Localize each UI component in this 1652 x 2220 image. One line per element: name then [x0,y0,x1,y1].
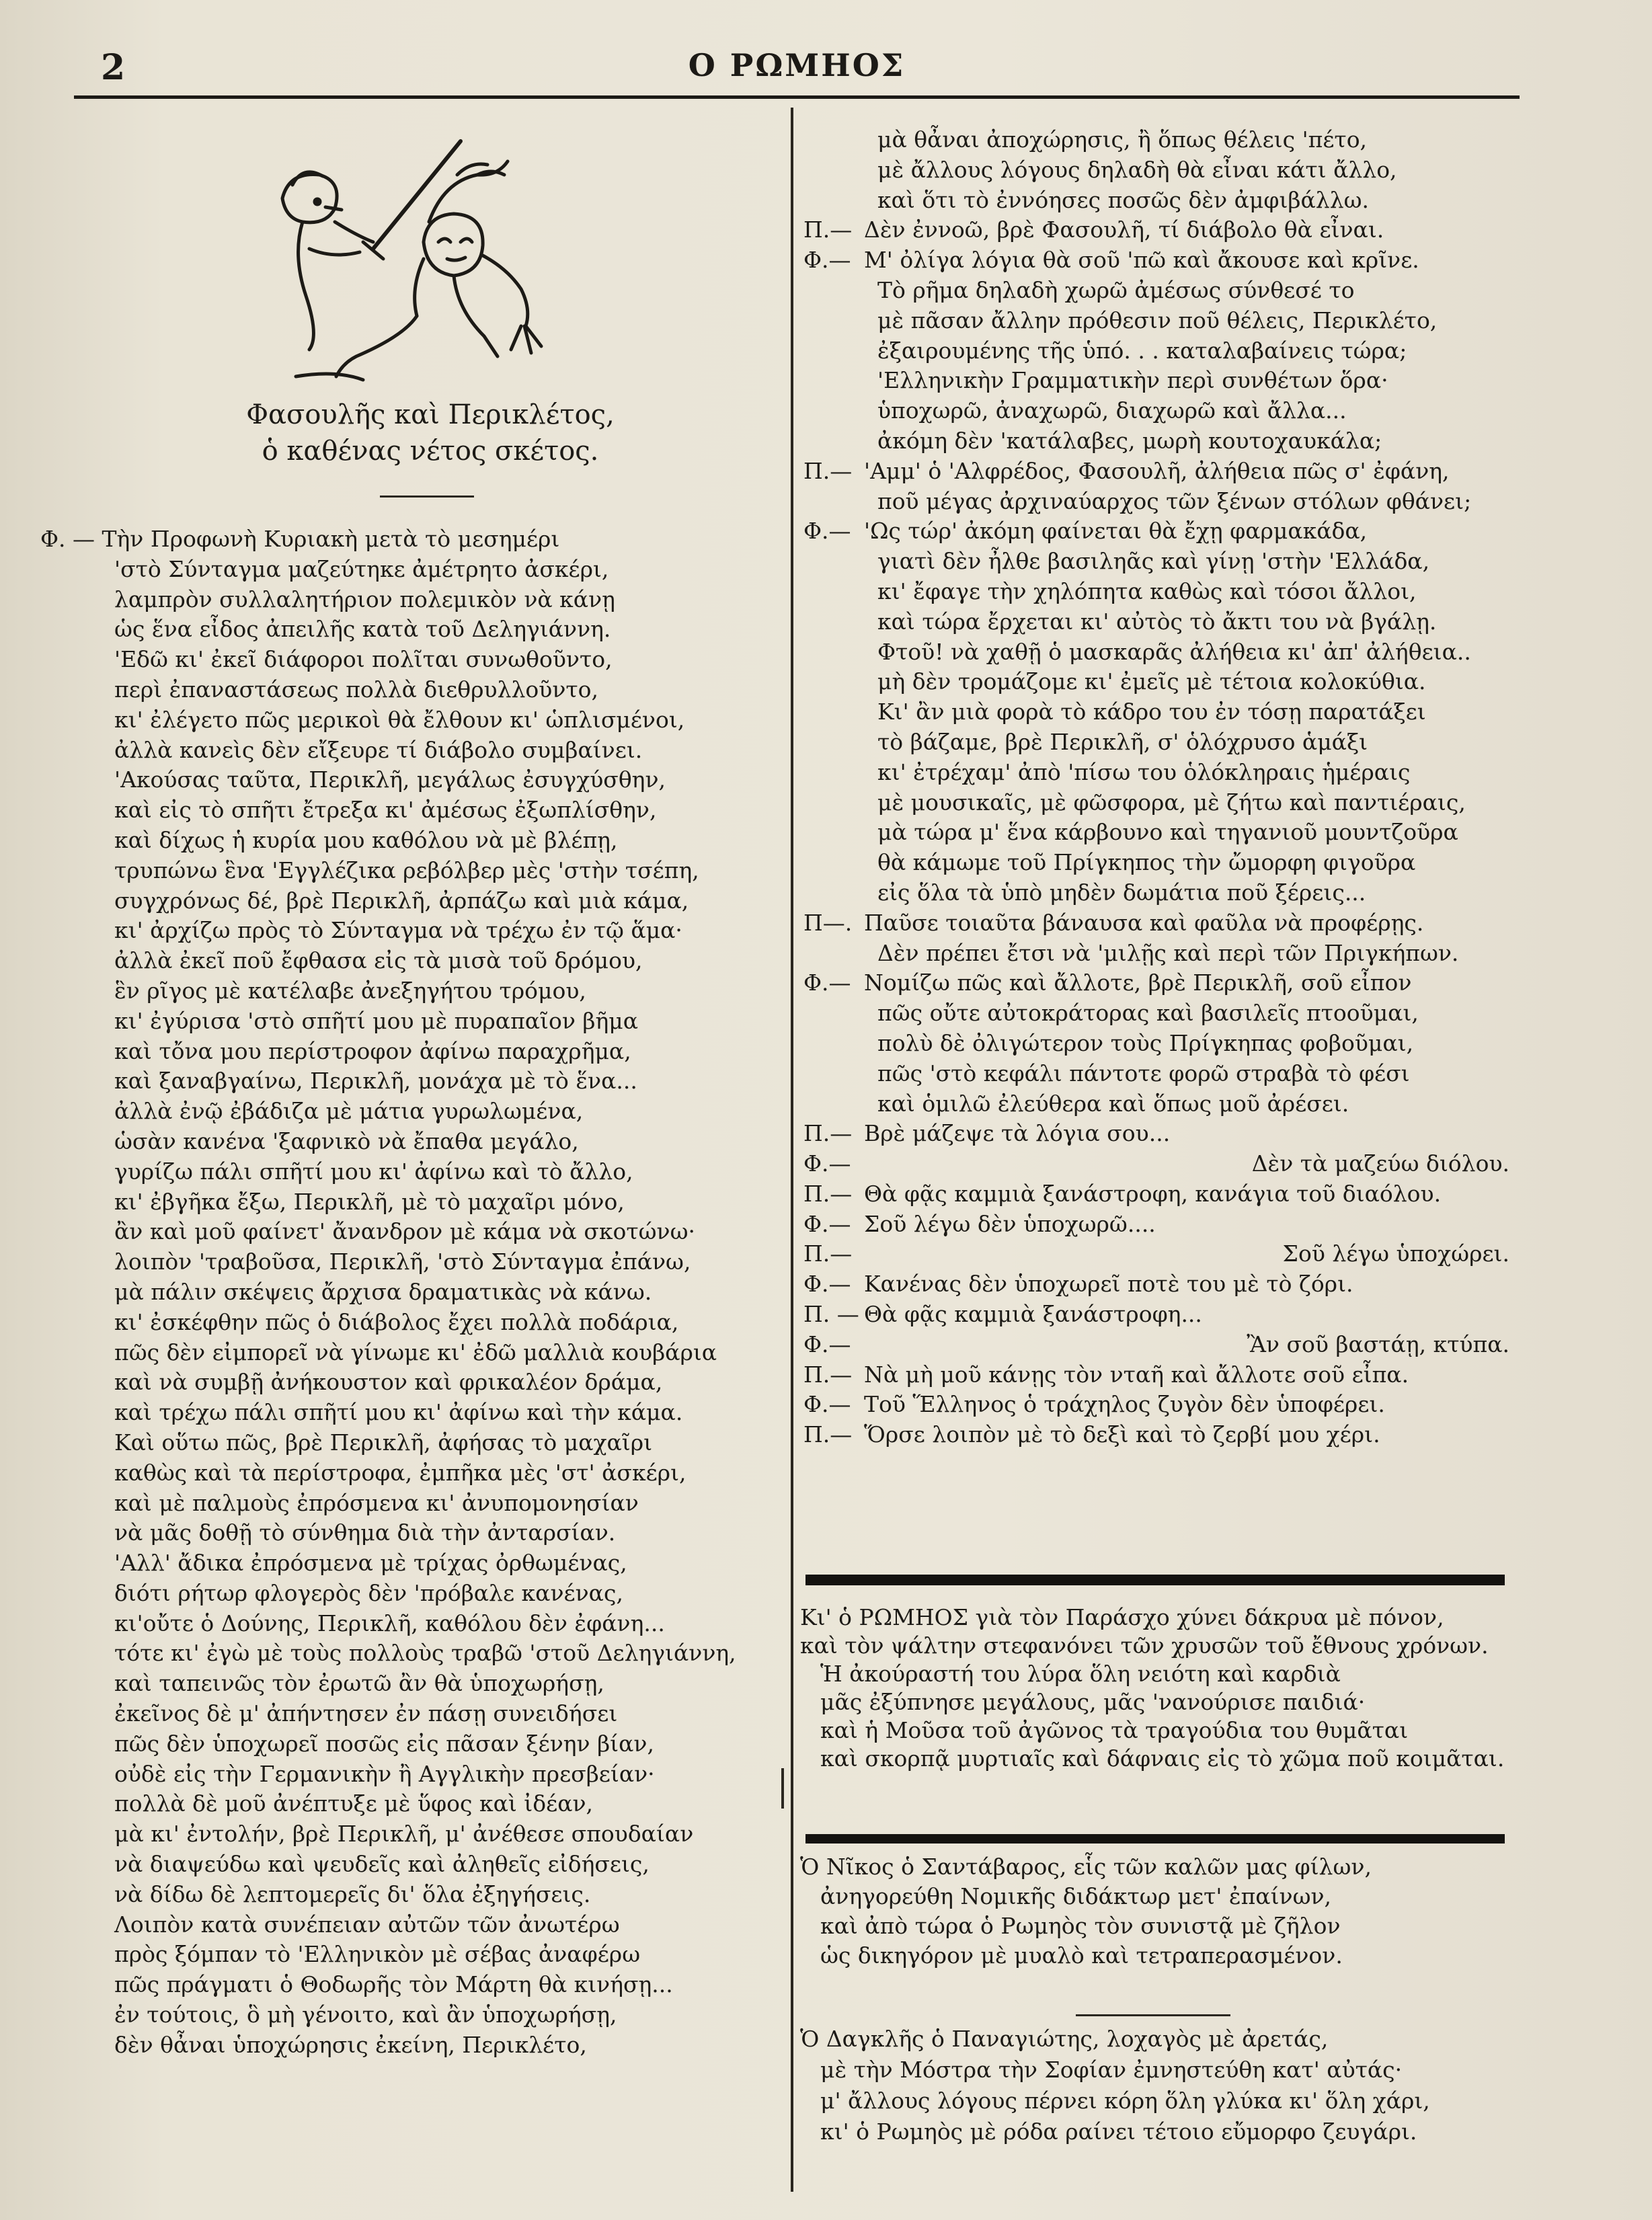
dialogue-line [803,336,1530,366]
text-line: μὰ κι' ἐντολήν, βρὲ Περικλῆ, μ' ἀνέθεσε σπουδαίαν [114,1821,694,1848]
text-line: περὶ ἐπαναστάσεως πολλὰ διεθρυλλοῦντο, [114,676,599,703]
dialogue-text: ποῦ μέγας ἀρχιναύαρχος τῶν ξένων στόλων φθάνει; [877,487,1472,514]
speaker-label: Π. — [803,1301,859,1328]
dialogue-line [803,788,1530,818]
text-line: λοιπὸν 'τραβοῦσα, Περικλῆ, 'στὸ Σύνταγμα ἐπάνω, [114,1248,691,1275]
text-line: νὰ διαψεύδω καὶ ψευδεῖς καὶ ἀληθεῖς εἰδήσεις, [114,1851,650,1878]
speaker-label: Π.— [803,457,853,484]
speaker-label: Φ.— [803,247,851,274]
speaker-label: Φ.— [803,1210,851,1237]
text-line: ὡσὰν κανένα 'ξαφνικὸ νὰ ἔπαθα μεγάλο, [114,1127,579,1154]
text-line: τότε κι' ἐγὼ μὲ τοὺς πολλοὺς τραβῶ 'στοῦ Δεληγιάννη, [114,1640,736,1667]
dialogue-text: 'Ελληνικὴν Γραμματικὴν περὶ συνθέτων ὅρα· [877,367,1388,394]
text-line: μὲ τὴν Μόστρα τὴν Σοφίαν ἐμνηστεύθη κατ' αὐτάς· [820,2057,1403,2083]
dialogue-text: κι' ἔφαγε τὴν χηλόπητα καθὼς καὶ τόσοι ἄλλοι, [877,578,1417,604]
section-rule [805,1834,1505,1844]
dialogue-line [803,547,1530,577]
text-line: ὡς ἕνα εἶδος ἀπειλῆς κατὰ τοῦ Δεληγιάννη. [114,616,611,643]
text-line: ἀλλὰ ἐκεῖ ποῦ ἔφθασα εἰς τὰ μισὰ τοῦ δρόμου, [114,947,643,974]
speaker-label: Φ.— [803,1391,851,1418]
dialogue-text: Κι' ἂν μιὰ φορὰ τὸ κάδρο του ἐν τόσῃ παρατάξει [877,699,1426,725]
text-line: καθὼς καὶ τὰ περίστροφα, ἐμπῆκα μὲς 'στ' ἀσκέρι, [114,1459,686,1486]
right-column-dialogue [803,125,1530,1450]
text-line: μ' ἄλλους λόγους πέρνει κόρη ὅλη γλύκα κι' ὅλη χάρι, [820,2088,1430,2114]
dialogue-line [803,998,1530,1029]
dialogue-line [803,697,1530,727]
dialogue-text: τὸ βάζαμε, βρὲ Περικλῆ, σ' ὁλόχρυσο ἁμάξι [877,728,1368,755]
dialogue-line [803,426,1530,457]
dialogue-line [803,1420,1530,1450]
dialogue-line [803,758,1530,788]
dialogue-text: Βρὲ μάζεψε τὰ λόγια σου... [864,1120,1171,1147]
dialogue-text: 'Ως τώρ' ἀκόμη φαίνεται θὰ ἔχῃ φαρμακάδα, [864,518,1368,545]
text-line: καὶ ταπεινῶς τὸν ἐρωτῶ ἂν θὰ ὑποχωρήσῃ, [114,1670,604,1697]
section-rule [805,1575,1505,1585]
dialogue-text: ὑποχωρῶ, ἀναχωρῶ, διαχωρῶ καὶ ἄλλα... [877,397,1347,424]
dialogue-line [803,1119,1530,1149]
text-line: Λοιπὸν κατὰ συνέπειαν αὐτῶν τῶν ἀνωτέρω [114,1911,620,1938]
speaker-label: Π.— [803,216,853,243]
dialogue-line [803,366,1530,396]
speaker-label: Φ.— [803,1331,851,1357]
dialogue-text: πολὺ δὲ ὀλιγώτερον τοὺς Πρίγκηπας φοβοῦμαι, [877,1029,1414,1056]
text-line: 'Ακούσας ταῦτα, Περικλῆ, μεγάλως ἐσυγχύσθην, [114,766,666,793]
speaker-label: Π.— [803,1421,853,1448]
dialogue-reply-text: Σοῦ λέγω ὑποχώρει. [1282,1240,1509,1267]
text-line: ἀνηγορεύθη Νομικῆς διδάκτωρ μετ' ἐπαίνων, [820,1883,1332,1909]
dialogue-line [803,1059,1530,1089]
dialogue-line [803,1149,1530,1179]
text-line: πρὸς ξόμπαν τὸ 'Ελληνικὸν μὲ σέβας ἀναφέρω [114,1941,641,1968]
text-line: καὶ ἡ Μοῦσα τοῦ ἀγῶνος τὰ τραγούδια του θυμᾶται [820,1717,1409,1743]
text-line: πολλὰ δὲ μοῦ ἀνέπτυξε μὲ ὕφος καὶ ἰδέαν, [114,1790,594,1817]
speaker-label: Π.— [803,1361,853,1388]
dialogue-line [803,1360,1530,1390]
dialogue-text: καὶ τώρα ἔρχεται κι' αὐτὸς τὸ ἄκτι του νὰ βγάλῃ. [877,608,1437,635]
romios-poem [800,1603,1526,1773]
dialogue-line [803,1300,1530,1330]
notice-rule [1076,2014,1230,2016]
dialogue-line [803,1179,1530,1210]
left-column-text [40,524,766,2061]
text-line: καὶ τὄνα μου περίστροφον ἀφίνω παραχρῆμα, [114,1037,631,1064]
speaker-label: Φ.— [803,518,851,545]
dialogue-text: Δὲν πρέπει ἔτσι νὰ 'μιλῇς καὶ περὶ τῶν Πριγκήπων. [877,939,1459,966]
dialogue-text: Νομίζω πῶς καὶ ἄλλοτε, βρὲ Περικλῆ, σοῦ εἶπον [864,969,1412,996]
text-line: μὲ ἄλλους λόγους δηλαδὴ θὰ εἶναι κάτι ἄλλο, [877,156,1397,183]
text-line: πῶς δὲν εἰμπορεῖ νὰ γίνωμε κι' ἐδῶ μαλλιὰ κουβάρια [114,1339,717,1365]
dialogue-line [803,1330,1530,1360]
dialogue-text: ἀκόμη δὲν 'κατάλαβες, μωρὴ κουτοχαυκάλα; [877,427,1382,454]
text-line: Ὁ Δαγκλῆς ὁ Παναγιώτης, λοχαγὸς μὲ ἀρετάς, [800,2026,1329,2052]
text-line: νὰ δίδω δὲ λεπτομερεῖς δι' ὅλα ἐξηγήσεις. [114,1880,591,1907]
text-line: Ὁ Νῖκος ὁ Σαντάβαρος, εἷς τῶν καλῶν μας φίλων, [800,1854,1372,1880]
text-line: 'στὸ Σύνταγμα μαζεύτηκε ἀμέτρητο ἀσκέρι, [114,555,609,582]
dialogue-line [803,968,1530,998]
speaker-label: Φ.— [803,1150,851,1177]
text-line: 'Αλλ' ἄδικα ἐπρόσμενα μὲ τρίχας ὀρθωμένας, [114,1550,627,1577]
text-line: καὶ ἀπὸ τώρα ὁ Ρωμηὸς τὸν συνιστᾷ μὲ ζῆλον [820,1913,1341,1939]
notice-nikos [800,1852,1526,1971]
speaker-label: Π.— [803,1120,853,1147]
text-line: καὶ νὰ συμβῇ ἀνήκουστον καὶ φρικαλέον δράμα, [114,1369,663,1396]
dialogue-line [803,637,1530,668]
notice-dagklis [800,2024,1526,2147]
speaker-label: Π.— [803,1180,853,1207]
column-divider [791,108,793,2192]
text-line: τρυπώνω ἓνα 'Εγγλέζικα ρεβόλβερ μὲς 'στὴν τσέπη, [114,857,699,883]
text-line: ἓν ρῖγος μὲ κατέλαβε ἀνεξηγήτου τρόμου, [114,977,586,1004]
dialogue-text: Νὰ μὴ μοῦ κάνῃς τὸν νταῆ καὶ ἄλλοτε σοῦ εἶπα. [864,1361,1409,1388]
dialogue-text: πῶς οὔτε αὐτοκράτορας καὶ βασιλεῖς πτοοῦμαι, [877,1000,1419,1027]
cartoon-two-figures-sword-icon [255,134,565,390]
text-line: Κι' ὁ ΡΩΜΗΟΣ γιὰ τὸν Παράσχο χύνει δάκρυα μὲ πόνον, [800,1604,1444,1630]
dialogue-line [803,487,1530,517]
column-divider-mark [781,1768,784,1809]
dialogue-text: μὲ μουσικαῖς, μὲ φῶσφορα, μὲ ζήτω καὶ παντιέραις, [877,789,1466,816]
dialogue-text: Σοῦ λέγω δὲν ὑποχωρῶ.... [864,1210,1156,1237]
dialogue-text: 'Αμμ' ὁ 'Αλφρέδος, Φασουλῆ, ἀλήθεια πῶς σ' ἐφάνη, [864,457,1450,484]
speaker-label: Φ.— [803,1271,851,1298]
text-line: καὶ ξαναβγαίνω, Περικλῆ, μονάχα μὲ τὸ ἕνα... [114,1068,637,1095]
dialogue-line [803,577,1530,607]
dialogue-text: εἰς ὅλα τὰ ὑπὸ μηδὲν δωμάτια ποῦ ξέρεις... [877,879,1366,906]
text-line: διότι ρήτωρ φλογερὸς δὲν 'πρόβαλε κανένας, [114,1579,623,1606]
dialogue-line [803,667,1530,697]
dialogue-text: καὶ ὁμιλῶ ἐλεύθερα καὶ ὅπως μοῦ ἀρέσει. [877,1090,1349,1117]
masthead-title: Ο ΡΩΜΗΟΣ [688,47,906,83]
text-line: μᾶς ἐξύπνησε μεγάλους, μᾶς 'νανούρισε παιδιά· [820,1689,1366,1715]
text-line: καὶ σκορπᾷ μυρτιαῖς καὶ δάφναις εἰς τὸ χῶμα ποῦ κοιμᾶται. [820,1745,1505,1772]
dialogue-text: ἐξαιρουμένης τῆς ὑπό. . . καταλαβαίνεις τώρα; [877,337,1407,364]
dialogue-text: μὲ πᾶσαν ἄλλην πρόθεσιν ποῦ θέλεις, Περικλέτο, [877,307,1438,333]
dialogue-line [803,396,1530,426]
text-line: κι' ὁ Ρωμηὸς μὲ ρόδα ραίνει τέτοιο εὔμορφο ζευγάρι. [820,2118,1417,2145]
dialogue-line [803,306,1530,336]
text-line: καὶ ὅτι τὸ ἐννόησες ποσῶς δὲν ἀμφιβάλλω. [877,186,1370,213]
dialogue-text: μὴ δὲν τρομάζομε κι' ἐμεῖς μὲ τέτοια κολοκύθια. [877,668,1426,695]
text-line: συγχρόνως δέ, βρὲ Περικλῆ, ἀρπάζω καὶ μιὰ κάμα, [114,887,689,914]
text-line: ἀλλὰ κανεὶς δὲν εἴξευρε τί διάβολο συμβαίνει. [114,736,643,763]
text-line: ἂν καὶ μοῦ φαίνετ' ἄνανδρον μὲ κάμα νὰ σκοτώνω· [114,1218,695,1245]
text-line: ὡς δικηγόρον μὲ μυαλὸ καὶ τετραπερασμένον. [820,1942,1343,1969]
text-line: Φ. — Τὴν Προφωνὴ Κυριακὴ μετὰ τὸ μεσημέρι [40,526,560,552]
text-line: Καὶ οὕτω πῶς, βρὲ Περικλῆ, ἀφήσας τὸ μαχαῖρι [114,1429,653,1456]
dialogue-line [803,215,1530,245]
dialogue-line [803,1390,1530,1420]
dialogue-reply-text: Ἂν σοῦ βαστάῃ, κτύπα. [1247,1331,1509,1357]
dialogue-text: κι' ἐτρέχαμ' ἀπὸ 'πίσω του ὁλόκληραις ἡμέραις [877,758,1411,785]
dialogue-line [803,1239,1530,1269]
speaker-label: Π—. [803,909,853,936]
text-line: μὰ πάλιν σκέψεις ἄρχισα δραματικὰς νὰ κάνω. [114,1278,652,1305]
dialogue-line [803,1210,1530,1240]
speaker-label: Π.— [803,1240,853,1267]
dialogue-text: Παῦσε τοιαῦτα βάναυσα καὶ φαῦλα νὰ προφέρῃς. [864,909,1424,936]
text-line: ἐκεῖνος δὲ μ' ἀπήντησεν ἐν πάσῃ συνειδήσει [114,1700,618,1727]
dialogue-text: Τὸ ρῆμα δηλαδὴ χωρῶ ἀμέσως σύνθεσέ το [877,276,1355,303]
caption-line-1: Φασουλῆς καὶ Περικλέτος, [246,399,615,430]
text-line: γυρίζω πάλι σπῆτί μου κι' ἀφίνω καὶ τὸ ἄλλο, [114,1158,633,1185]
text-line: κι' ἐλέγετο πῶς μερικοὶ θὰ ἔλθουν κι' ὡπλισμένοι, [114,706,685,733]
text-line: νὰ μᾶς δοθῇ τὸ σύνθημα διὰ τὴν ἀνταρσίαν. [114,1519,616,1546]
dialogue-text: Κανένας δὲν ὑποχωρεῖ ποτὲ του μὲ τὸ ζόρι. [864,1271,1353,1298]
text-line: καὶ τρέχω πάλι σπῆτί μου κι' ἀφίνω καὶ τὴν κάμα. [114,1399,683,1426]
caption-rule [380,495,474,498]
cartoon-caption [168,397,693,469]
dialogue-line [803,1269,1530,1300]
text-line: ἐν τούτοις, ὃ μὴ γένοιτο, καὶ ἂν ὑποχωρήσῃ, [114,2001,617,2028]
text-line: ἀλλὰ ἐνῷ ἐβάδιζα μὲ μάτια γυρωλωμένα, [114,1098,584,1125]
page-number: 2 [101,47,126,88]
page-header [74,47,1520,94]
text-line: πῶς δὲν ὑποχωρεῖ ποσῶς εἰς πᾶσαν ξένην βίαν, [114,1730,654,1757]
dialogue-lines [803,215,1530,1450]
text-line: μὰ θἆναι ἀποχώρησις, ἢ ὅπως θέλεις 'πέτο, [877,126,1368,153]
text-line: κι'οὔτε ὁ Δούνης, Περικλῆ, καθόλου δὲν ἐφάνη... [114,1610,665,1636]
dialogue-line [803,276,1530,306]
dialogue-text: γιατὶ δὲν ἦλθε βασιληᾶς καὶ γίνῃ 'στὴν 'Ελλάδα, [877,548,1430,575]
text-line: κι' ἐγύρισα 'στὸ σπῆτί μου μὲ πυραπαῖον βῆμα [114,1007,638,1034]
speaker-label: Φ.— [803,969,851,996]
caption-line-2: ὁ καθένας νέτος σκέτος. [262,436,599,467]
dialogue-text: Ὅρσε λοιπὸν μὲ τὸ δεξὶ καὶ τὸ ζερβί μου χέρι. [864,1421,1380,1448]
header-rule [74,95,1520,99]
dialogue-text: Θὰ φᾷς καμμιὰ ξανάστροφη... [864,1301,1202,1328]
text-line: Ἡ ἀκούραστή του λύρα ὅλη νειότη καὶ καρδιὰ [820,1661,1341,1687]
dialogue-line [803,727,1530,758]
dialogue-text: πῶς 'στὸ κεφάλι πάντοτε φορῶ στραβὰ τὸ φέσι [877,1060,1410,1086]
dialogue-reply-text: Δὲν τὰ μαζεύω διόλου. [1251,1150,1509,1177]
dialogue-text: θὰ κάμωμε τοῦ Πρίγκηπος τὴν ὤμορφη φιγοῦρα [877,849,1416,876]
dialogue-line [803,457,1530,487]
text-line: καὶ εἰς τὸ σπῆτι ἔτρεξα κι' ἀμέσως ἐξωπλίσθην, [114,797,657,824]
text-line: 'Εδῶ κι' ἐκεῖ διάφοροι πολῖται συνωθοῦντο, [114,646,613,673]
text-line: καὶ μὲ παλμοὺς ἐπρόσμενα κι' ἀνυπομονησίαν [114,1489,639,1516]
dialogue-line [803,607,1530,637]
dialogue-text: Θὰ φᾷς καμμιὰ ξανάστροφη, κανάγια τοῦ διαόλου. [864,1180,1442,1207]
dialogue-line [803,848,1530,878]
text-line: καὶ τὸν ψάλτην στεφανόνει τῶν χρυσῶν τοῦ ἔθνους χρόνων. [800,1632,1489,1659]
dialogue-text: Μ' ὀλίγα λόγια θὰ σοῦ 'πῶ καὶ ἄκουσε καὶ κρῖνε. [864,247,1419,274]
text-line: κι' ἀρχίζω πρὸς τὸ Σύνταγμα νὰ τρέχω ἐν τῷ ἅμα· [114,917,682,944]
dialogue-text: Τοῦ Ἕλληνος ὁ τράχηλος ζυγὸν δὲν ὑποφέρει. [864,1391,1385,1418]
dialogue-text: Δὲν ἐννοῶ, βρὲ Φασουλῆ, τί διάβολο θὰ εἶναι. [864,216,1384,243]
dialogue-text: Φτοῦ! νὰ χαθῇ ὁ μασκαρᾶς ἀλήθεια κι' ἀπ' ἀλήθεια.. [877,638,1471,665]
text-line: οὐδὲ εἰς τὴν Γερμανικὴν ἢ Αγγλικὴν πρεσβείαν· [114,1760,655,1787]
dialogue-line [803,818,1530,848]
dialogue-line [803,1089,1530,1119]
dialogue-line [803,878,1530,908]
text-line: λαμπρὸν συλλαλητήριον πολεμικὸν νὰ κάνῃ [114,586,615,612]
dialogue-line [803,939,1530,969]
text-line: πῶς πράγματι ὁ Θοδωρῆς τὸν Μάρτη θὰ κινήσῃ... [114,1971,673,1998]
dialogue-text: μὰ τώρα μ' ἕνα κάρβουνο καὶ τηγανιοῦ μουντζοῦρα [877,819,1458,846]
text-line: κι' ἐβγῆκα ἔξω, Περικλῆ, μὲ τὸ μαχαῖρι μόνο, [114,1188,625,1215]
text-line: δὲν θἆναι ὑποχώρησις ἐκείνη, Περικλέτο, [114,2031,587,2058]
dialogue-line [803,516,1530,547]
text-line: κι' ἐσκέφθην πῶς ὁ διάβολος ἔχει πολλὰ ποδάρια, [114,1308,679,1335]
dialogue-line [803,245,1530,276]
dialogue-line [803,1029,1530,1059]
text-line: καὶ δίχως ἡ κυρία μου καθόλου νὰ μὲ βλέπῃ, [114,826,618,853]
dialogue-line [803,908,1530,939]
